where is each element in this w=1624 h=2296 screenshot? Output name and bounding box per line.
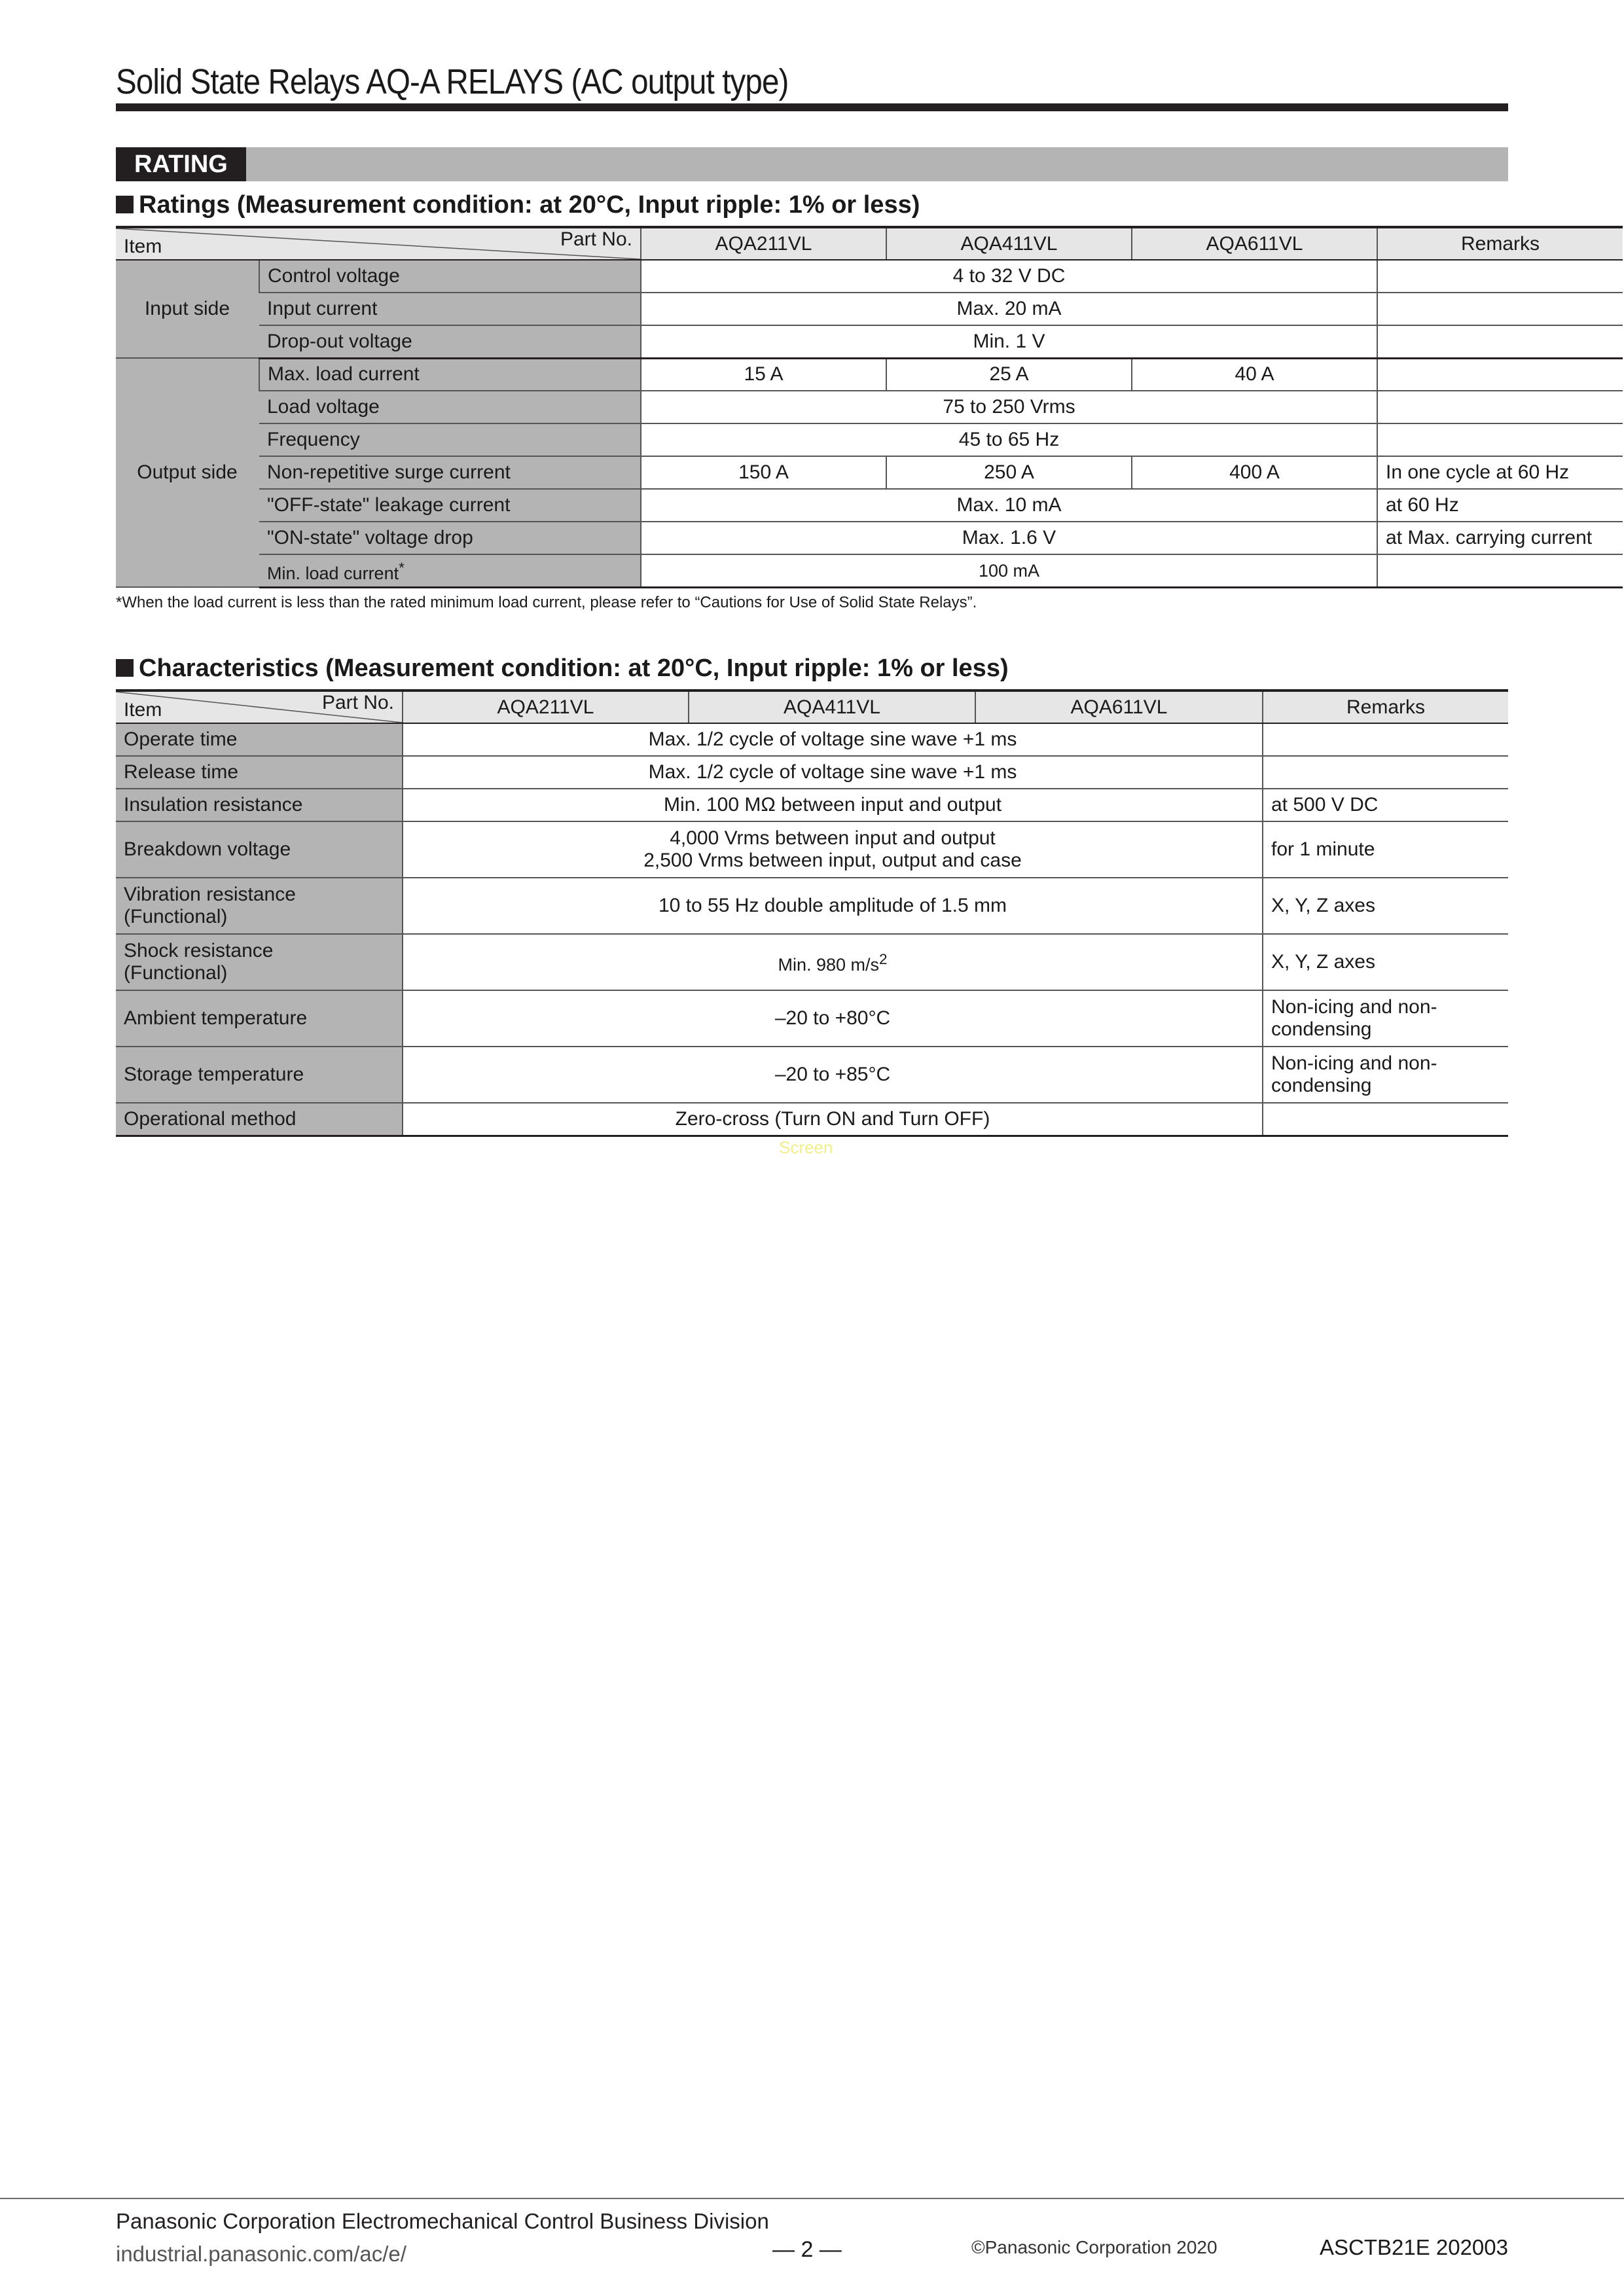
row-value: Min. 100 MΩ between input and output xyxy=(403,789,1263,821)
superscript: 2 xyxy=(879,951,888,967)
row-value: 45 to 65 Hz xyxy=(641,423,1377,456)
ratings-footnote: *When the load current is less than the rated minimum load current, please refer to “Cautions for Use of Solid State Relays”. xyxy=(116,594,977,611)
row-value: 75 to 250 Vrms xyxy=(641,391,1377,423)
row-label: Insulation resistance xyxy=(116,789,403,821)
row-remark xyxy=(1377,260,1623,293)
row-remark: X, Y, Z axes xyxy=(1263,934,1508,990)
row-label: Max. load current xyxy=(259,358,641,391)
row-remark: In one cycle at 60 Hz xyxy=(1377,456,1623,489)
header-item: Item xyxy=(124,699,162,721)
header-model: AQA611VL xyxy=(1132,227,1377,260)
characteristics-heading: Characteristics (Measurement condition: at 20°C, Input ripple: 1% or less) xyxy=(116,653,1009,683)
header-model: AQA211VL xyxy=(641,227,886,260)
characteristics-table xyxy=(116,689,1508,1137)
row-label xyxy=(116,878,403,934)
row-remark xyxy=(1377,358,1623,391)
stray-text: Screen xyxy=(779,1138,833,1157)
header-model: AQA411VL xyxy=(886,227,1132,260)
table-row xyxy=(116,260,1623,293)
row-remark: at 500 V DC xyxy=(1263,789,1508,821)
row-remark xyxy=(1377,391,1623,423)
row-label: Input current xyxy=(259,293,641,325)
table-row xyxy=(116,456,1623,489)
row-value: –20 to +85°C xyxy=(403,1047,1263,1103)
value-line: 2,500 Vrms between input, output and case xyxy=(643,850,1022,871)
table-row xyxy=(116,934,1508,990)
header-model: AQA211VL xyxy=(403,691,689,723)
row-remark xyxy=(1263,723,1508,756)
row-value: 40 A xyxy=(1132,358,1377,391)
table-row xyxy=(116,789,1508,821)
page-number: — 2 — xyxy=(772,2237,842,2262)
row-value: 400 A xyxy=(1132,456,1377,489)
square-bullet-icon xyxy=(116,659,134,677)
section-bar xyxy=(116,147,1508,181)
row-remark xyxy=(1263,756,1508,789)
row-value: Max. 20 mA xyxy=(641,293,1377,325)
table-row xyxy=(116,554,1623,587)
footnote-marker: * xyxy=(399,559,405,576)
row-value: Max. 1/2 cycle of voltage sine wave +1 ms xyxy=(403,756,1263,789)
page-title: Solid State Relays AQ-A RELAYS (AC output type) xyxy=(116,62,789,101)
label-line: Shock resistance xyxy=(124,940,274,961)
header-part-no: Part No. xyxy=(321,692,394,713)
row-remark xyxy=(1377,423,1623,456)
row-value: Zero-cross (Turn ON and Turn OFF) xyxy=(403,1103,1263,1136)
copyright: ©Panasonic Corporation 2020 xyxy=(971,2237,1218,2257)
label-line: (Functional) xyxy=(124,962,228,984)
row-label: Storage temperature xyxy=(116,1047,403,1103)
row-value: Min. 1 V xyxy=(641,325,1377,358)
table-row xyxy=(116,878,1508,934)
row-remark: at 60 Hz xyxy=(1377,489,1623,522)
table-row xyxy=(116,358,1623,391)
row-value: Max. 1.6 V xyxy=(641,522,1377,554)
row-label xyxy=(116,934,403,990)
row-remark: at Max. carrying current xyxy=(1377,522,1623,554)
table-row xyxy=(116,1047,1508,1103)
table-row xyxy=(116,522,1623,554)
table-row xyxy=(116,1103,1508,1136)
row-label: Drop-out voltage xyxy=(259,325,641,358)
row-label: Breakdown voltage xyxy=(116,821,403,878)
row-label: Load voltage xyxy=(259,391,641,423)
row-label: Non-repetitive surge current xyxy=(259,456,641,489)
table-row xyxy=(116,756,1508,789)
header-model: AQA611VL xyxy=(975,691,1263,723)
row-remark xyxy=(1377,554,1623,587)
characteristics-header-row xyxy=(116,691,1508,723)
item-partno-cell xyxy=(116,691,403,723)
group-input-side: Input side xyxy=(116,260,259,358)
header-item: Item xyxy=(124,236,162,257)
label-line: Vibration resistance xyxy=(124,884,296,905)
table-row xyxy=(116,391,1623,423)
row-label: Operational method xyxy=(116,1103,403,1136)
table-row xyxy=(116,723,1508,756)
table-row xyxy=(116,821,1508,878)
row-value: 10 to 55 Hz double amplitude of 1.5 mm xyxy=(403,878,1263,934)
row-label: "OFF-state" leakage current xyxy=(259,489,641,522)
footer-company: Panasonic Corporation Electromechanical Control Business Division xyxy=(116,2209,769,2233)
header-remarks: Remarks xyxy=(1377,227,1623,260)
row-value: Max. 10 mA xyxy=(641,489,1377,522)
footer-url[interactable]: industrial.panasonic.com/ac/e/ xyxy=(116,2242,406,2266)
document-code: ASCTB21E 202003 xyxy=(1319,2235,1508,2259)
ratings-header-row xyxy=(116,227,1623,260)
header-part-no: Part No. xyxy=(560,228,632,250)
row-remark xyxy=(1377,293,1623,325)
table-row xyxy=(116,489,1623,522)
table-row xyxy=(116,990,1508,1047)
row-label: Frequency xyxy=(259,423,641,456)
row-value: –20 to +80°C xyxy=(403,990,1263,1047)
table-row xyxy=(116,423,1623,456)
table-row xyxy=(116,325,1623,358)
label-line: (Functional) xyxy=(124,906,228,927)
table-row xyxy=(116,293,1623,325)
square-bullet-icon xyxy=(116,196,134,213)
row-value: Max. 1/2 cycle of voltage sine wave +1 ms xyxy=(403,723,1263,756)
row-value: 250 A xyxy=(886,456,1132,489)
item-partno-cell xyxy=(116,227,641,260)
row-value xyxy=(403,821,1263,878)
row-label: Ambient temperature xyxy=(116,990,403,1047)
row-value: 150 A xyxy=(641,456,886,489)
row-label: Control voltage xyxy=(259,260,641,293)
section-tag: RATING xyxy=(116,147,246,181)
row-remark: X, Y, Z axes xyxy=(1263,878,1508,934)
footer-rule xyxy=(0,2198,1624,2199)
row-label: "ON-state" voltage drop xyxy=(259,522,641,554)
row-value: 100 mA xyxy=(641,554,1377,587)
row-value: Min. 980 $m/s^2$ xyxy=(403,934,1263,990)
value-line: 4,000 Vrms between input and output xyxy=(670,827,996,849)
title-rule xyxy=(116,103,1508,111)
row-label: Release time xyxy=(116,756,403,789)
row-label: Min. load current* xyxy=(259,554,641,587)
group-output-side: Output side xyxy=(116,358,259,587)
ratings-heading: Ratings (Measurement condition: at 20°C, Input ripple: 1% or less) xyxy=(116,190,920,220)
ratings-table xyxy=(116,226,1623,588)
row-value: 4 to 32 V DC xyxy=(641,260,1377,293)
row-value: 25 A xyxy=(886,358,1132,391)
row-value: 15 A xyxy=(641,358,886,391)
header-model: AQA411VL xyxy=(689,691,975,723)
row-remark: Non-icing and non-condensing xyxy=(1263,1047,1508,1103)
row-remark xyxy=(1377,325,1623,358)
row-remark: Non-icing and non-condensing xyxy=(1263,990,1508,1047)
row-remark xyxy=(1263,1103,1508,1136)
row-remark: for 1 minute xyxy=(1263,821,1508,878)
header-remarks: Remarks xyxy=(1263,691,1508,723)
row-label: Operate time xyxy=(116,723,403,756)
